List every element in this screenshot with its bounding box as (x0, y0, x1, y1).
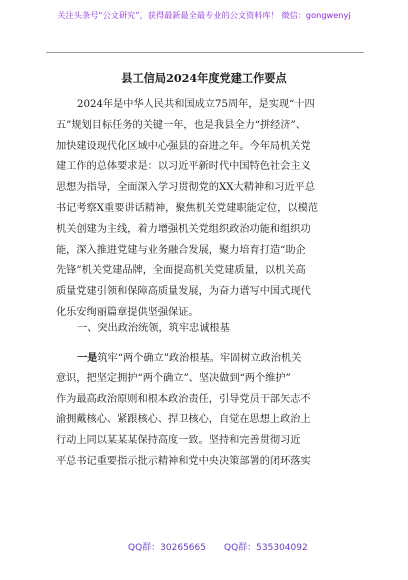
qq-group-1: QQ群：30265665 (128, 543, 206, 553)
paragraph-line: 作为最高政治原则和根本政治责任，引导党员干部矢志不 (56, 393, 311, 405)
paragraph-line: 质量党建引领和保障高质量发展，为奋力谱写中国式现代 (56, 286, 311, 298)
paragraph-line: 机关创建为主线，着力增强机关党组织政治功能和组织功 (56, 223, 311, 235)
paragraph-line: 建工作的总体要求是：以习近平新时代中国特色社会主义 (56, 161, 311, 173)
paragraph-line: 思想为指导，全面深入学习贯彻党的XX大精神和习近平总 (56, 182, 316, 194)
document-title: 县工信局2024年度党建工作要点 (121, 71, 287, 85)
page-header-notice: 关注头条号“公文研究”，获得最新最全最专业的公文资料库！ 微信：gongwenyj (57, 10, 351, 20)
paragraph-line: 平总书记重要指示批示精神和党中央决策部署的闭环落实 (56, 455, 311, 467)
paragraph-line: 能，深入推进党建与业务融合发展，聚力培育打造“助企 (56, 244, 306, 256)
paragraph-line: 先锋”机关党建品牌，全面提高机关党建质量，以机关高 (56, 265, 306, 277)
paragraph-line: 意识，把坚定拥护“两个确立”、坚决做到“两个维护” (56, 372, 291, 384)
paragraph-line (56, 348, 356, 369)
section-heading: 一、突出政治统领，筑牢忠诚根基 (77, 323, 230, 334)
qq-group-2: QQ群：535304092 (224, 543, 308, 553)
paragraph-line: 加快建设现代化区域中心强县的奋进之年。今年局机关党 (56, 140, 311, 152)
item-lead: 一是 (77, 352, 98, 364)
header-divider (46, 52, 364, 53)
paragraph-line: 行动上同以某某某保持高度一致。坚持和完善贯彻习近 (56, 435, 301, 447)
paragraph-line: 化乐安绚丽篇章提供坚强保证。 (56, 306, 199, 318)
intro-paragraph (56, 95, 356, 324)
paragraph-line: 2024年是中华人民共和国成立75周年，是实现“十四 (77, 99, 315, 110)
paragraph-line: 五”规划目标任务的关键一年，也是我县全力“拼经济”、 (56, 119, 306, 131)
item1-paragraph (56, 348, 356, 473)
paragraph-line: 渝拥戴核心、紧跟核心、捍卫核心，自觉在思想上政治上 (56, 414, 311, 426)
paragraph-line: 书记考察X重要讲话精神，聚焦机关党建职能定位，以模范 (56, 202, 318, 214)
item-first-line-text: 筑牢“两个确立”政治根基。牢固树立政治机关 (97, 353, 302, 364)
